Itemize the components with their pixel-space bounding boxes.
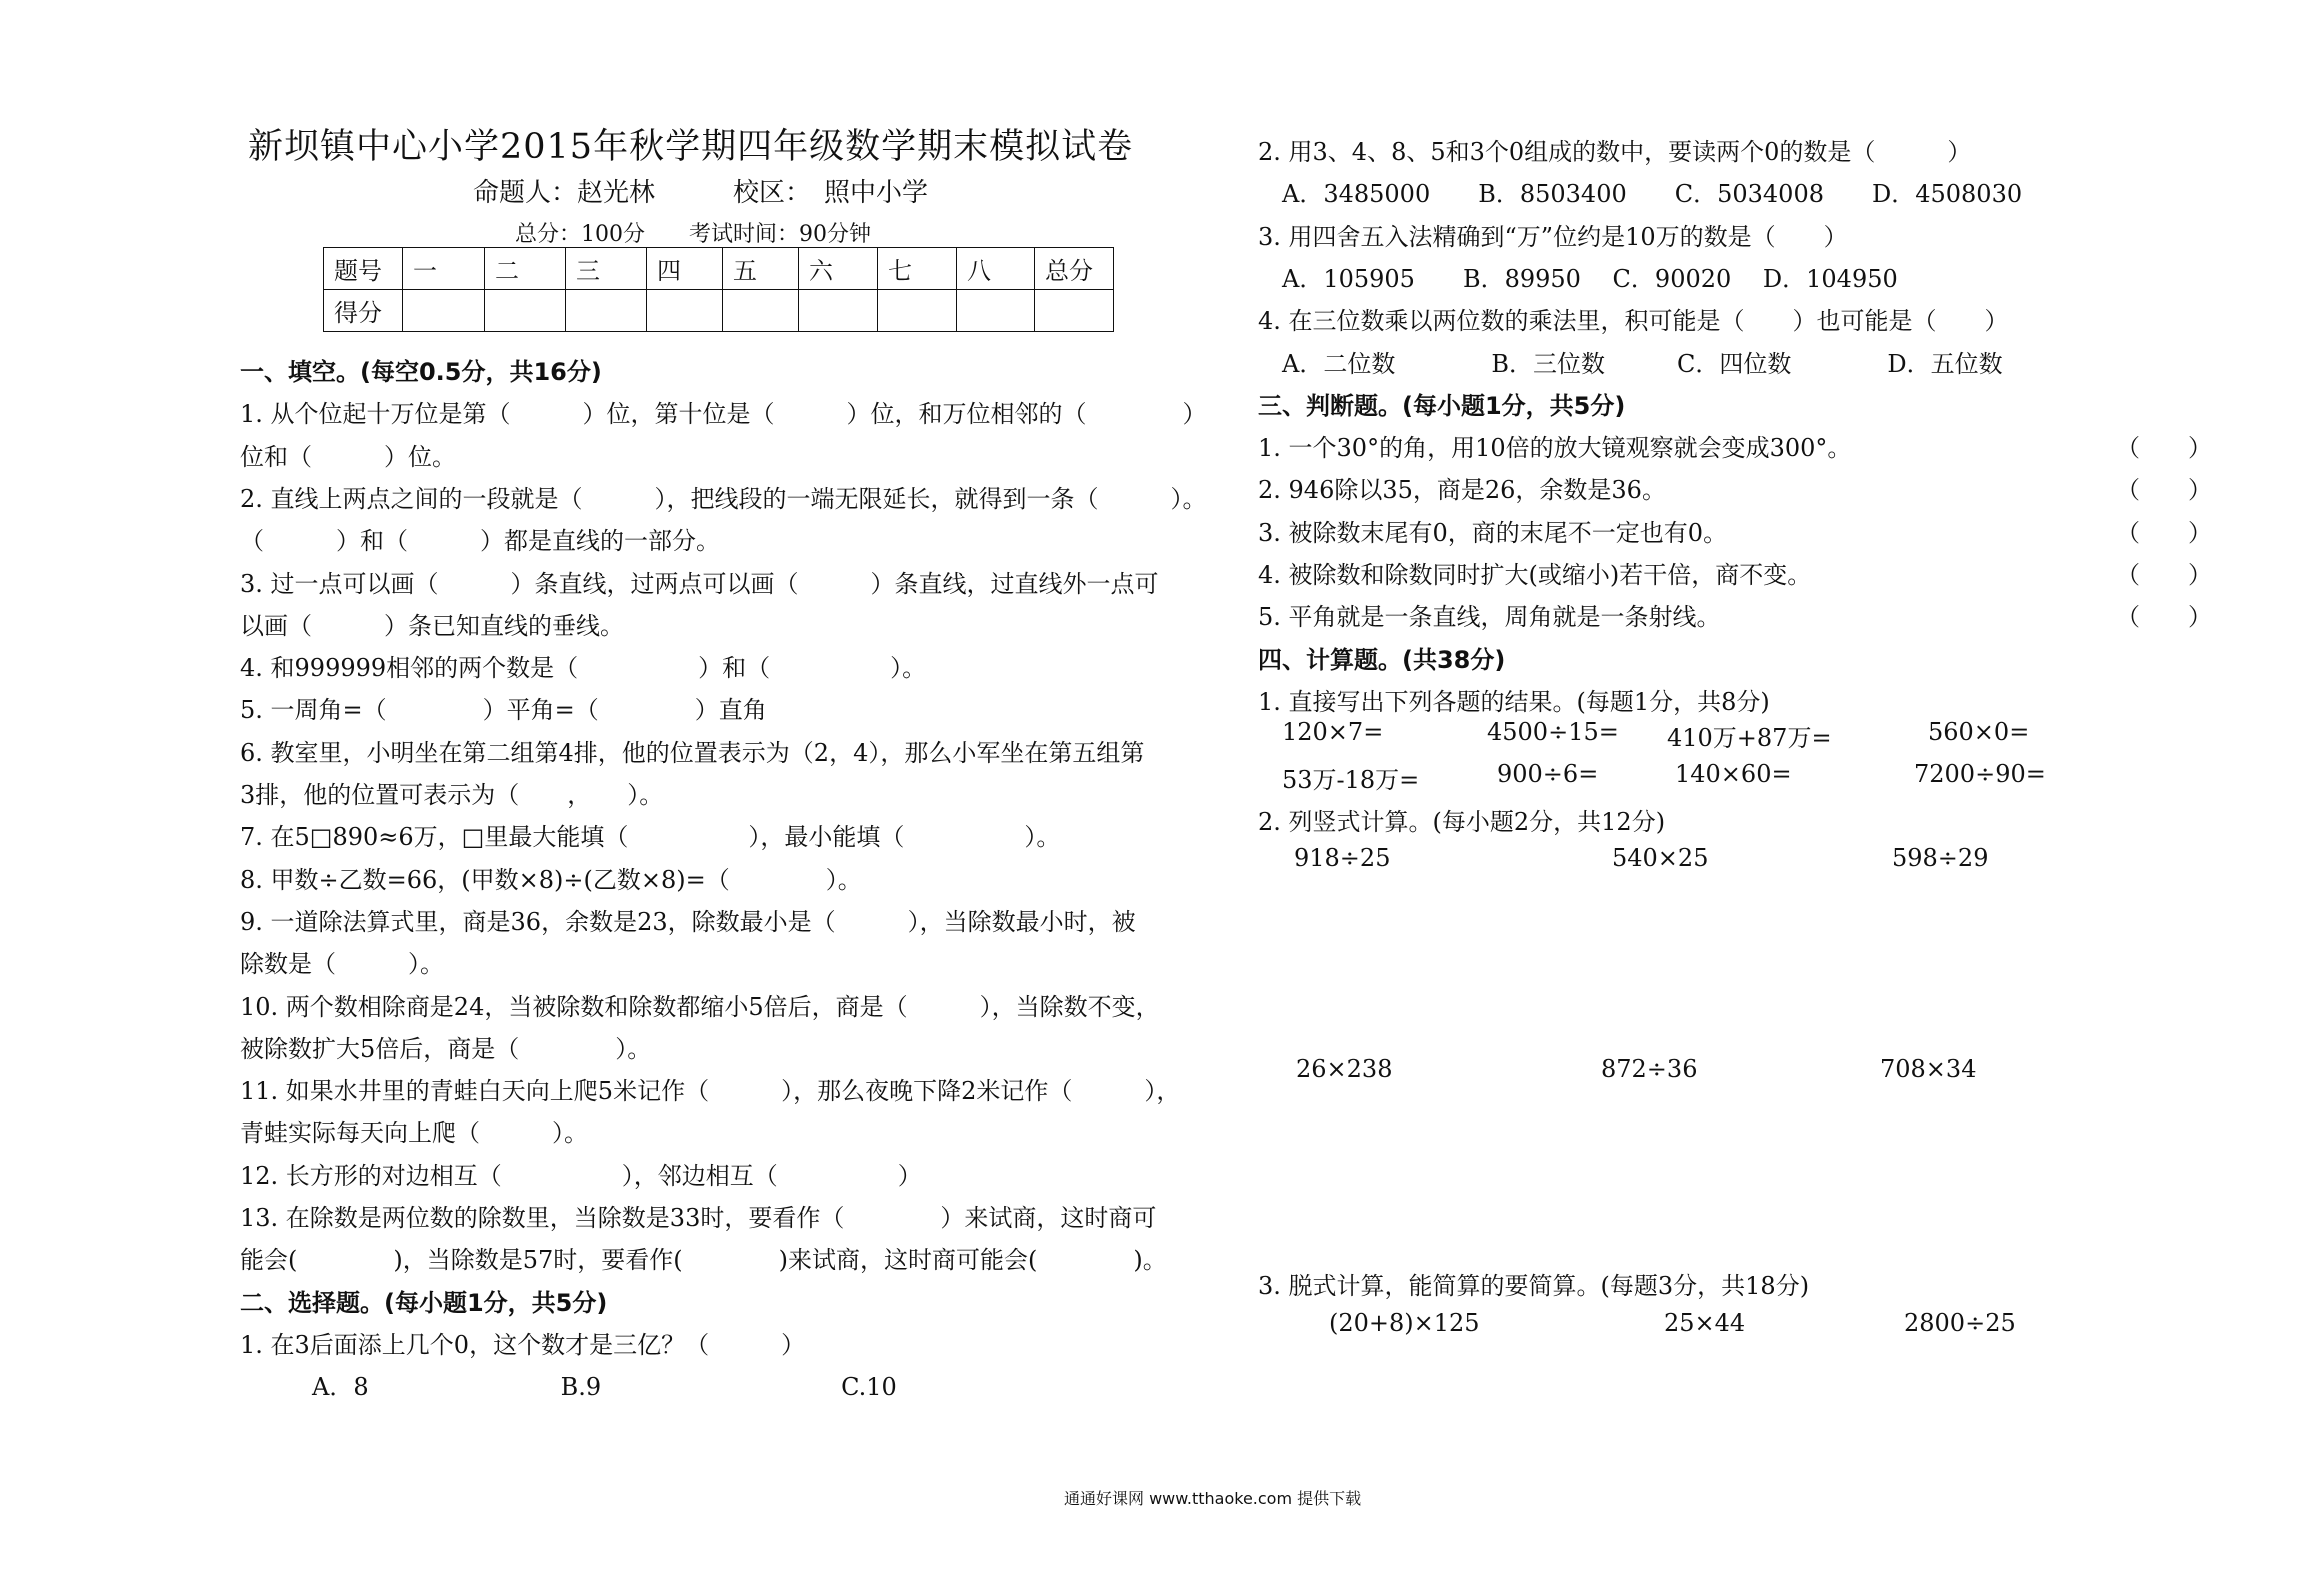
score-header-cell: 八 [957, 248, 1035, 290]
score-input-cell[interactable] [878, 290, 957, 332]
score-header-cell: 一 [403, 248, 485, 290]
calc-item: 140×60= [1675, 760, 1792, 788]
section-heading: 一、填空。(每空0.5分，共16分) [240, 358, 602, 386]
vertical-calc-item: 540×25 [1612, 844, 1709, 872]
score-header-cell: 六 [799, 248, 878, 290]
vertical-calc-item: 872÷36 [1601, 1055, 1698, 1083]
vertical-calc-item: 918÷25 [1294, 844, 1391, 872]
question-line: 13. 在除数是两位数的除数里，当除数是33时，要看作（ ）来试商，这时商可 [240, 1204, 1157, 1232]
question-line: 7. 在5□890≈6万，□里最大能填（ ），最小能填（ ）。 [240, 823, 1061, 852]
score-header-cell: 五 [723, 248, 799, 290]
section-heading: 三、判断题。(每小题1分，共5分) [1258, 391, 1626, 420]
score-table-header-row [324, 248, 1114, 290]
question-line: 以画（ ）条已知直线的垂线。 [240, 611, 624, 640]
question-line: 3. 用四舍五入法精确到“万”位约是10万的数是（ ） [1258, 222, 1848, 251]
question-line: 位和（ ）位。 [240, 442, 456, 471]
answer-bracket[interactable]: （ ） [2116, 518, 2212, 547]
question-line: 9. 一道除法算式里，商是36，余数是23，除数最小是（ ），当除数最小时，被 [240, 907, 1136, 936]
question-line: 10. 两个数相除商是24，当被除数和除数都缩小5倍后，商是（ ），当除数不变， [240, 992, 1160, 1021]
calc-item: 560×0= [1928, 718, 2030, 746]
section-line: 2. 列竖式计算。(每小题2分，共12分) [1258, 808, 1666, 836]
score-input-cell[interactable] [723, 290, 799, 332]
score-table-score-row [324, 290, 1114, 332]
question-line: 4. 在三位数乘以两位数的乘法里，积可能是（ ）也可能是（ ） [1258, 307, 2009, 336]
answer-bracket[interactable]: （ ） [2116, 476, 2212, 505]
vertical-calc-item: 708×34 [1880, 1055, 1977, 1083]
question-line: （ ）和（ ）都是直线的一部分。 [240, 527, 720, 556]
score-header-cell: 总分 [1035, 248, 1114, 290]
judge-question: 5. 平角就是一条直线，周角就是一条射线。 [1258, 603, 1721, 632]
question-line: 11. 如果水井里的青蛙白天向上爬5米记作（ ），那么夜晚下降2米记作（ ）， [240, 1077, 1181, 1106]
score-input-cell[interactable] [957, 290, 1035, 332]
score-header-cell: 二 [485, 248, 566, 290]
question-line: 除数是（ ）。 [240, 950, 444, 979]
judge-question: 1. 一个30°的角，用10倍的放大镜观察就会变成300°。 [1258, 434, 1852, 463]
question-line: 12. 长方形的对边相互（ ），邻边相互（ ） [240, 1161, 922, 1190]
question-line: 3排，他的位置可表示为（ ， ）。 [240, 781, 664, 809]
calc-item: 120×7= [1282, 718, 1384, 746]
question-line: 6. 教室里，小明坐在第二组第4排，他的位置表示为（2，4），那么小军坐在第五组第 [240, 738, 1145, 767]
question-line: 4. 和999999相邻的两个数是（ ）和（ ）。 [240, 654, 927, 683]
author-line: 命题人：赵光林 校区： 照中小学 [473, 178, 929, 208]
footer-text: 通通好课网 www.tthaoke.com 提供下载 [1064, 1489, 1362, 1508]
section-line: 3. 脱式计算，能简算的要简算。(每题3分，共18分) [1258, 1272, 1810, 1300]
question-line: 3. 过一点可以画（ ）条直线，过两点可以画（ ）条直线，过直线外一点可 [240, 569, 1159, 598]
question-line: 青蛙实际每天向上爬（ ）。 [240, 1119, 588, 1148]
score-header-cell: 四 [647, 248, 723, 290]
score-header-cell: 题号 [324, 248, 403, 290]
question-line: 2. 直线上两点之间的一段就是（ ），把线段的一端无限延长，就得到一条（ ）。 [240, 484, 1207, 513]
vertical-calc-item: 26×238 [1296, 1055, 1393, 1083]
mixed-calc-item: 2800÷25 [1904, 1309, 2016, 1337]
score-table [323, 247, 1114, 332]
vertical-calc-item: 598÷29 [1892, 844, 1989, 872]
calc-item: 410万+87万= [1667, 724, 1832, 752]
score-input-cell[interactable] [647, 290, 723, 332]
calc-item: 7200÷90= [1914, 760, 2046, 788]
answer-bracket[interactable]: （ ） [2116, 434, 2212, 463]
answer-bracket[interactable]: （ ） [2116, 561, 2212, 589]
question-line: A．105905 B．89950 C．90020 D．104950 [1258, 264, 1898, 293]
judge-question: 4. 被除数和除数同时扩大(或缩小)若干倍，商不变。 [1258, 561, 1812, 589]
calc-item: 900÷6= [1497, 760, 1599, 788]
question-line: 被除数扩大5倍后，商是（ ）。 [240, 1034, 652, 1063]
mixed-calc-item: 25×44 [1664, 1309, 1746, 1337]
judge-question: 3. 被除数末尾有0，商的末尾不一定也有0。 [1258, 518, 1728, 547]
calc-item: 4500÷15= [1487, 718, 1619, 746]
answer-bracket[interactable]: （ ） [2116, 603, 2212, 632]
score-header-cell: 七 [878, 248, 957, 290]
mixed-calc-item: (20+8)×125 [1329, 1309, 1480, 1337]
page-title: 新坝镇中心小学2015年秋学期四年级数学期末模拟试卷 [248, 127, 1134, 167]
question-line: 1. 从个位起十万位是第（ ）位，第十位是（ ）位，和万位相邻的（ ） [240, 400, 1207, 429]
score-input-cell[interactable] [1035, 290, 1114, 332]
question-line: A．3485000 B．8503400 C．5034008 D．4508030 [1258, 180, 2023, 209]
score-input-cell[interactable] [403, 290, 485, 332]
question-line: 能会( )，当除数是57时，要看作( )来试商，这时商可能会( )。 [240, 1246, 1167, 1275]
question-line: A．二位数 B．三位数 C．四位数 D．五位数 [1258, 349, 2003, 378]
section-heading: 二、选择题。(每小题1分，共5分) [240, 1288, 608, 1317]
section-heading: 四、计算题。(共38分) [1258, 645, 1506, 674]
calc-item: 53万-18万= [1282, 766, 1420, 794]
score-row-label: 得分 [324, 290, 403, 332]
score-header-cell: 三 [566, 248, 647, 290]
question-line: 1. 在3后面添上几个0，这个数才是三亿？（ ） [240, 1330, 806, 1359]
question-line: 2. 用3、4、8、5和3个0组成的数中，要读两个0的数是（ ） [1258, 138, 1972, 166]
question-line: A．8 B.9 C.10 [240, 1373, 897, 1402]
score-input-cell[interactable] [485, 290, 566, 332]
meta-line: 总分：100分 考试时间：90分钟 [515, 222, 871, 247]
score-input-cell[interactable] [799, 290, 878, 332]
score-input-cell[interactable] [566, 290, 647, 332]
question-line: 5. 一周角=（ ）平角=（ ）直角 [240, 696, 767, 725]
question-line: 8. 甲数÷乙数=66，(甲数×8)÷(乙数×8)=（ ）。 [240, 865, 862, 894]
judge-question: 2. 946除以35，商是26，余数是36。 [1258, 476, 1666, 505]
question-line: 1. 直接写出下列各题的结果。(每题1分，共8分) [1258, 687, 1770, 716]
